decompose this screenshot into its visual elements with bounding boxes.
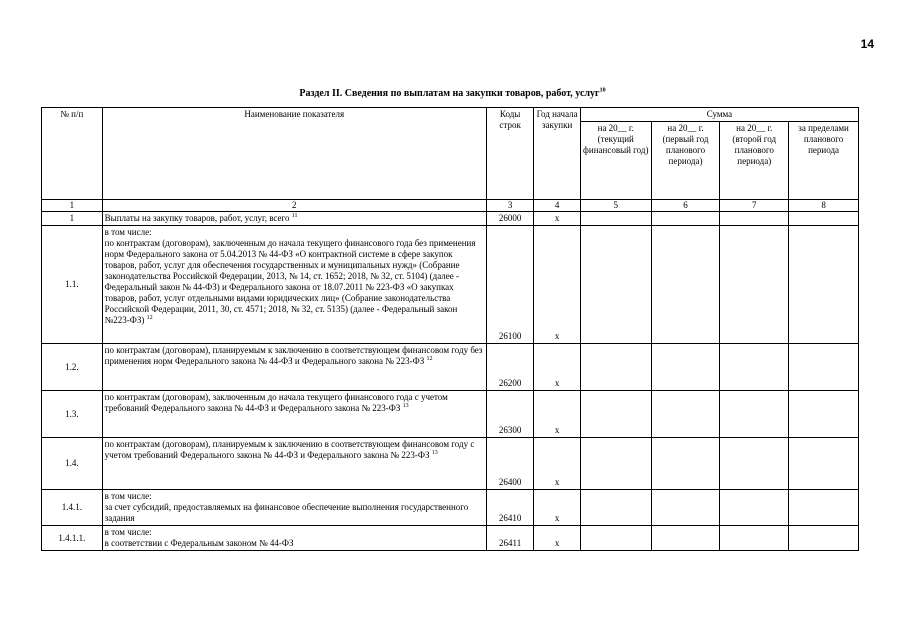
row-year: x bbox=[534, 226, 581, 344]
table-row bbox=[42, 226, 859, 344]
row-year: x bbox=[534, 490, 581, 526]
row-name-text: по контрактам (договорам), заключенным до начала текущего финансового года с учетом требований Федерального закона № 44-ФЗ и Федерального закона № 223-ФЗ bbox=[104, 392, 448, 413]
header-sum-col-2: на 20__ г. (первый год планового периода) bbox=[651, 122, 720, 200]
sum-cell bbox=[789, 490, 859, 526]
index-cell: 7 bbox=[720, 200, 789, 212]
sum-cell bbox=[720, 490, 789, 526]
header-num: № п/п bbox=[42, 108, 103, 200]
page-number: 14 bbox=[860, 37, 874, 51]
table-row bbox=[42, 212, 859, 226]
row-code: 26400 bbox=[486, 438, 534, 490]
index-cell: 2 bbox=[102, 200, 486, 212]
sum-cell bbox=[789, 391, 859, 438]
row-number: 1.2. bbox=[42, 344, 103, 391]
index-cell: 6 bbox=[651, 200, 720, 212]
row-number: 1.4. bbox=[42, 438, 103, 490]
sum-cell bbox=[720, 438, 789, 490]
sum-cell bbox=[651, 490, 720, 526]
row-name bbox=[102, 391, 486, 438]
row-name-text: в том числе: за счет субсидий, предоставляемых на финансовое обеспечение выполнения государственного задания bbox=[104, 491, 469, 523]
table-row bbox=[42, 490, 859, 526]
row-number: 1.4.1.1. bbox=[42, 526, 103, 551]
row-code: 26200 bbox=[486, 344, 534, 391]
row-name bbox=[102, 344, 486, 391]
sum-cell bbox=[651, 344, 720, 391]
sum-cell bbox=[789, 438, 859, 490]
sum-cell bbox=[789, 526, 859, 551]
row-name bbox=[102, 226, 486, 344]
sum-cell bbox=[580, 438, 651, 490]
sum-cell bbox=[789, 344, 859, 391]
sum-cell bbox=[720, 226, 789, 344]
row-name-text: по контрактам (договорам), планируемым к заключению в соответствующем финансовом году с учетом требований Федерального закона № 44-ФЗ и Федерального закона № 223-ФЗ bbox=[104, 439, 475, 460]
header-name: Наименование показателя bbox=[102, 108, 486, 200]
sum-cell bbox=[651, 226, 720, 344]
row-code: 26000 bbox=[486, 212, 534, 226]
sum-cell bbox=[651, 526, 720, 551]
sum-cell bbox=[720, 391, 789, 438]
sum-cell bbox=[720, 344, 789, 391]
header-sum-col-1: на 20__ г. (текущий финансовый год) bbox=[580, 122, 651, 200]
row-code: 26411 bbox=[486, 526, 534, 551]
sum-cell bbox=[580, 391, 651, 438]
sum-cell bbox=[580, 490, 651, 526]
header-code: Коды строк bbox=[486, 108, 534, 200]
row-number: 1.4.1. bbox=[42, 490, 103, 526]
row-number: 1.1. bbox=[42, 226, 103, 344]
sum-cell bbox=[580, 226, 651, 344]
index-cell: 8 bbox=[789, 200, 859, 212]
table-row bbox=[42, 344, 859, 391]
sum-cell bbox=[720, 212, 789, 226]
index-cell: 4 bbox=[534, 200, 581, 212]
row-name-text: по контрактам (договорам), планируемым к заключению в соответствующем финансовом году без применения норм Федерального закона № 44-ФЗ и Федерального закона № 223-ФЗ bbox=[104, 345, 483, 366]
table-row bbox=[42, 438, 859, 490]
index-cell: 3 bbox=[486, 200, 534, 212]
header-sum-col-4: за пределами планового периода bbox=[789, 122, 859, 200]
sum-cell bbox=[580, 526, 651, 551]
row-code: 26300 bbox=[486, 391, 534, 438]
sum-cell bbox=[580, 344, 651, 391]
row-name bbox=[102, 526, 486, 551]
header-sum: Сумма bbox=[580, 108, 858, 122]
sum-cell bbox=[651, 212, 720, 226]
row-number: 1.3. bbox=[42, 391, 103, 438]
sum-cell bbox=[789, 212, 859, 226]
row-year: x bbox=[534, 438, 581, 490]
index-cell: 1 bbox=[42, 200, 103, 212]
row-name-text: в том числе: по контрактам (договорам), заключенным до начала текущего финансового года без применения норм Федерального закона от 5.04.2013 № 44-ФЗ «О контрактной системе в сфере закупок товаров, работ, услуг для обеспечения государственных и муниципальных нужд» (Собрание законодательства Российской Федерации, 2013, № 14, ст. 1652; 2018, № 32, ст. 5104) (далее - Федеральный закон № 44-ФЗ) и Федерального закона от 18.07.2011 № 223-ФЗ «О закупках товаров, работ, услуг отдельными видами юридических лиц» (Собрание законодательства Российской Федерации, 2011, 30, ст. 4571; 2018, № 32, ст. 5135) (далее - Федеральный закон №223-ФЗ) bbox=[104, 227, 476, 325]
row-name bbox=[102, 212, 486, 226]
row-name bbox=[102, 438, 486, 490]
footnote-ref: 13 bbox=[402, 403, 409, 409]
sum-cell bbox=[789, 226, 859, 344]
footnote-ref: 13 bbox=[431, 450, 438, 456]
header-sum-col-3: на 20__ г. (второй год планового периода) bbox=[720, 122, 789, 200]
section-title: Раздел II. Сведения по выплатам на закупки товаров, работ, услуг$^{10}$ bbox=[299, 87, 606, 99]
row-name-text: Выплаты на закупку товаров, работ, услуг, всего bbox=[104, 213, 290, 223]
row-number: 1 bbox=[42, 212, 103, 226]
row-code: 26100 bbox=[486, 226, 534, 344]
sum-cell bbox=[651, 438, 720, 490]
row-year: x bbox=[534, 212, 581, 226]
row-year: x bbox=[534, 344, 581, 391]
header-year: Год начала закупки bbox=[534, 108, 581, 200]
footnote-ref: 12 bbox=[426, 356, 433, 362]
row-year: x bbox=[534, 526, 581, 551]
sum-cell bbox=[720, 526, 789, 551]
table-row bbox=[42, 526, 859, 551]
column-index-row bbox=[42, 200, 859, 212]
table-row bbox=[42, 391, 859, 438]
payments-table bbox=[41, 107, 859, 551]
row-name-text: в том числе: в соответствии с Федеральным законом № 44-ФЗ bbox=[104, 527, 294, 548]
footnote-ref: 12 bbox=[146, 315, 153, 321]
sum-cell bbox=[651, 391, 720, 438]
row-name bbox=[102, 490, 486, 526]
index-cell: 5 bbox=[580, 200, 651, 212]
row-code: 26410 bbox=[486, 490, 534, 526]
footnote-ref: 11 bbox=[291, 213, 298, 219]
sum-cell bbox=[580, 212, 651, 226]
row-year: x bbox=[534, 391, 581, 438]
